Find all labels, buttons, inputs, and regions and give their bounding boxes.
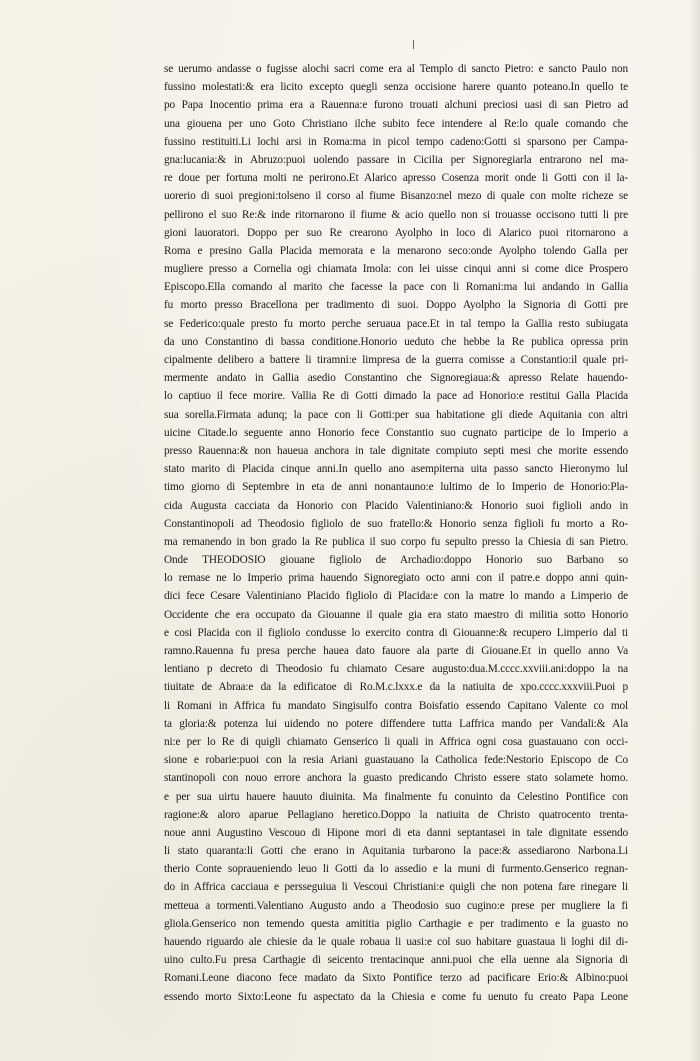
text-line: mugliere presso a Cornelia ogi chiamata Imola: con lei uisse cinqui anni si come dice Prospero <box>164 263 628 276</box>
text-line: lo remase ne lo Imperio prima hauendo Signoregiato octo anni con il patre.e doppo anni quin- <box>164 572 628 585</box>
text-line: Onde THEODOSIO giouane figliolo de Archadio:doppo Honorio suo Barbano so <box>164 554 628 567</box>
text-line: Episcopo.Ella comando al marito che facesse la pace con li Romani:ma lui andando in Gallia <box>164 281 628 294</box>
text-line: lo captiuo il fece morire. Vallia Re di Gotti dimado la pace ad Honorio:e restitui Galla Placida <box>164 390 628 403</box>
text-line: e cosi Placida con il figliolo condusse lo exercito contra di Giouanne:& recupero Limperio dal ti <box>164 626 628 639</box>
text-line: essendo morto Sixto:Leone fu aspectato da la Chiesia e come fu uenuto fu creato Papa Leone <box>164 990 628 1003</box>
text-line: po Papa Inocentio prima era a Rauenna:e furono trouati alchuni preciosi uasi di san Pietro ad <box>164 99 628 112</box>
text-line: li stato quaranta:li Gotti che erano in Aquitania turbarono la pace:& assediarono Narbona.Li <box>164 845 628 858</box>
text-line: sua sorella.Firmata adunq; la pace con li Gotti:per sua habitatione gli diede Aquitania con altri <box>164 408 628 421</box>
text-line: metteua a tormenti.Valentiano Augusto ando a Theodosio suo cugino:e prese per mugliere la fi <box>164 899 628 912</box>
text-line: stato marito di Placida cinque anni.In quello ano asempiterna uita passo sancto Hieronymo lul <box>164 463 628 476</box>
text-line: cipalmente delibero a battere li tiramni:e limpresa de la guerra comisse a Constantio:il quale pri- <box>164 354 628 366</box>
text-line: da uno Constantino di bassa conditione.Honorio ueduto che hebbe la Re publica opressa prin <box>164 335 628 348</box>
text-line: Roma e presino Galla Placida memorata e la menarono seco:onde Ayolpho tolendo Galla per <box>164 244 628 257</box>
text-line: uorerio di suoi pregioni:tolseno il corso al fiume Bisanzo:nel mezo di quale con molte richeze se <box>164 190 628 203</box>
text-line: dici fece Cesare Valentiniano Placido figliolo di Placida:e con la matre lo mando a Limperio de <box>164 590 628 603</box>
text-line: una giouena per uno Goto Christiano ilche subito fece intendere al Re:lo quale comando che <box>164 117 628 130</box>
folio-mark <box>413 40 414 49</box>
text-line: do in Affrica cacciaua e persseguiua li Vescoui Christiani:e quigli che non potena fare rinegare li <box>164 881 628 894</box>
text-line: Romani.Leone diacono fece madato da Sixto Pontifice terzo ad pacificare Erio:& Albino:puoi <box>164 972 628 985</box>
text-line: fu morto presso Bracellona per tradimento di suoi. Doppo Ayolpho la Signoria di Gotti pre <box>164 299 628 312</box>
text-line: fussino restituiti.Li lochi arsi in Roma:ma in picol tempo cadeno:Gotti si sparsono per Campa- <box>164 135 628 148</box>
text-line: stantinopoli con nouo errore anchora la guasto predicando Christo essere stato solamete homo. <box>164 772 628 785</box>
text-line: cida Augusta cacciata da Honorio con Placido Valentiniano:& Honorio suoi figlioli ando in <box>164 499 628 512</box>
text-line: gioni lauoratori. Doppo per suo Re crearono Ayolpho in loco di Alarico puoi ritornarono a <box>164 226 628 239</box>
text-line: fussino molestati:& era licito excepto quegli senza occisione harere quanto poteano.In quello te <box>164 81 628 94</box>
text-column <box>164 60 628 1024</box>
text-line: re doue per fortuna molti ne perirono.Et Alarico apresso Cosenza morit onde li Gotti con il la- <box>164 172 628 185</box>
text-line: pellirono el suo Re:& inde ritornarono il fiume & acio quello non si trouasse occisono tutti li pre <box>164 208 628 221</box>
page-edge-shadow <box>690 0 700 1061</box>
text-line: gna:lucania:& in Abruzo:puoi uolendo passare in Cicilia per Signoregiarla entrarono nel ma- <box>164 153 628 166</box>
text-line: se uerumo andasse o fugisse alochi sacri come era al Templo di sancto Pietro: e sancto Paulo non <box>164 63 628 75</box>
text-line: sione e robarie:puoi con la resia Ariani guastauano la Catholica fede:Nestorio Episcopo de Co <box>164 754 628 767</box>
text-line: se Federico:quale presto fu morto perche seruaua pace.Et in tal tempo la Gallia resto subiugata <box>164 317 628 330</box>
text-line: ni:e per lo Re di quigli chiamato Genserico li quali in Affrica ogni cosa guastauano con occi- <box>164 735 628 748</box>
text-line: hauendo riguardo ale chiesie da le quale robaua li uasi:e col suo habitare guastaua li loghi dil di- <box>164 936 628 948</box>
text-line: lentiano p decreto di Theodosio fu chiamato Cesare augusto:dua.M.cccc.xxviii.ani:doppo la na <box>164 663 628 676</box>
text-line: mermente andato in Gallia asedio Constantino che Signoregiaua:& apresso Relate hauendo- <box>164 372 628 385</box>
text-line: tiuitate de Abraa:e da la edificatoe di Ro.M.c.lxxx.e da la natiuita de xpo.cccc.xxxviii.Puoi p <box>164 681 628 694</box>
text-line: ta gloria:& potenza lui uidendo no potere diffendere tutta Laffrica mando per Vandali:& Ala <box>164 717 628 730</box>
text-line: timo giorno di Septembre in eta de anni nonantauno:e lultimo de lo Imperio de Honorio:Pla- <box>164 481 628 494</box>
text-line: therio Conte sopraueniendo leuo li Gotti da lo assedio e la muni di furmento.Genserico regnan- <box>164 863 628 876</box>
text-line: uicine Citade.lo seguente anno Honorio fece Constantio suo cugnato participe de lo Imperio a <box>164 426 628 439</box>
text-line: Constantinopoli ad Theodosio figliolo de suo fratello:& Honorio senza figlioli fu morto a Ro- <box>164 517 628 530</box>
text-line: ramno.Rauenna fu presa perche hauea dato fauore ala parte di Giouane.Et in quello anno Va <box>164 645 628 657</box>
text-line: ma remanendo in bon grado la Re publica il suo corpo fu sepulto presso la Chiesia di san Pietro. <box>164 535 628 548</box>
text-line: uino culto.Fu presa Carthagie di seicento trentacinque anni.puoi che ella uenne ala Signoria di <box>164 954 628 967</box>
text-line <box>164 1006 628 1024</box>
text-line: presso Rauenna:& non haueua anchora in tale dignitate compiuto septi mesi che morite essendo <box>164 444 628 457</box>
text-line: Occidente che era occupato da Giouanne il quale gia era stato maestro di militia sotto Honorio <box>164 608 628 621</box>
text-line: gliola.Genserico non temendo questa amititia piglio Carthagie e per tradimento e la guasto no <box>164 917 628 930</box>
text-line: li Romani in Affrica fu mandato Singisulfo contra Boisfatio essendo Capitano Valente co mol <box>164 699 628 712</box>
text-line: ragione:& aloro aparue Pellagiano heretico.Doppo la natiuita de Christo quatrocento trenta- <box>164 808 628 821</box>
text-line: noue anni Augustino Vescouo di Hipone mori di eta danni septantasei in tale dignitate essendo <box>164 826 628 839</box>
text-line: e per sua uirtu hauere hauuto diuinita. Ma finalmente fu conuinto da Celestino Pontifice con <box>164 790 628 803</box>
